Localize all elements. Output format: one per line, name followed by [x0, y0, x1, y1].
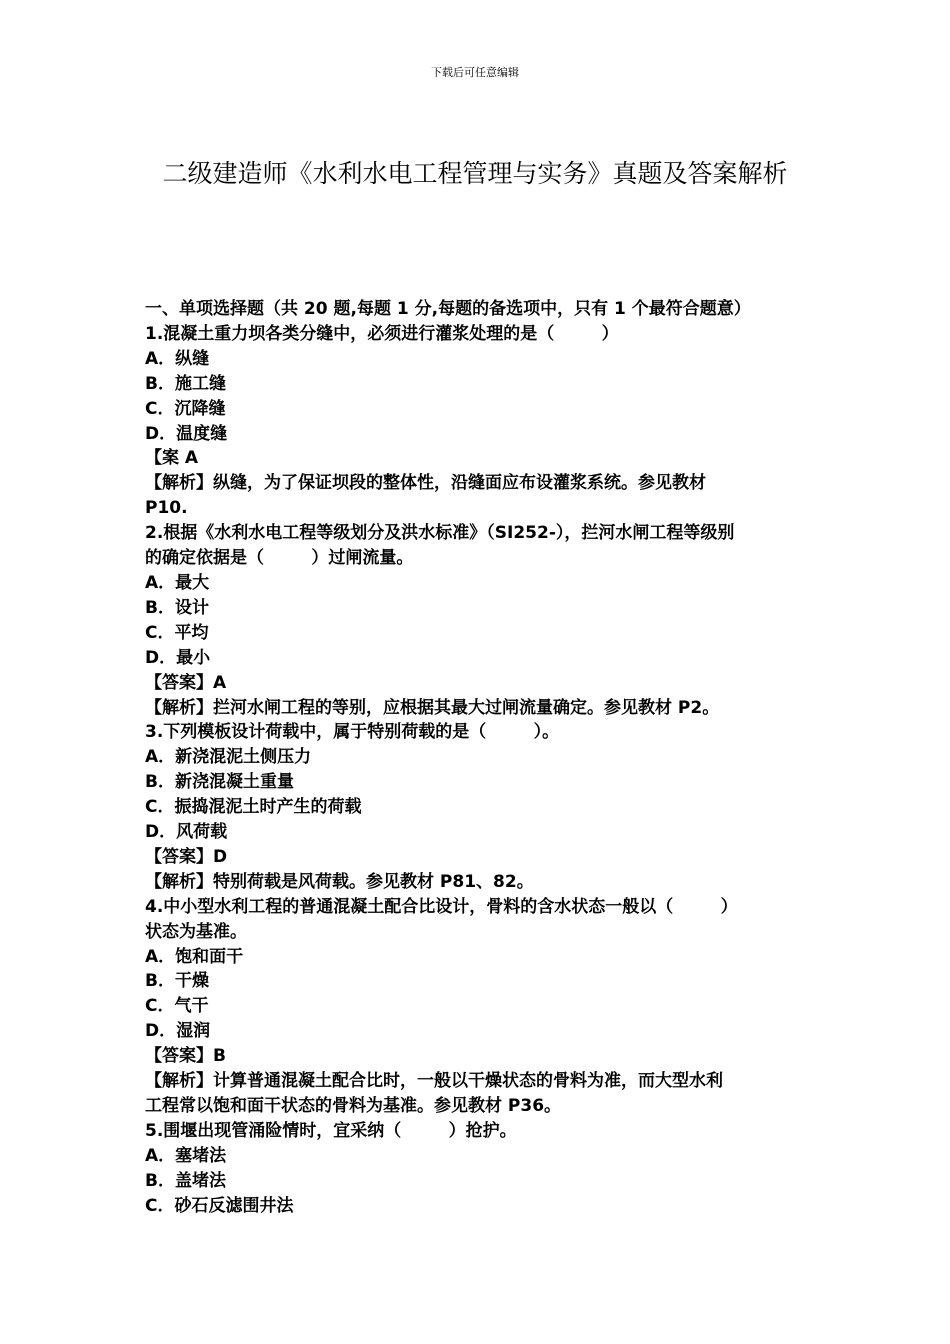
question-1 — [145, 322, 815, 521]
analysis: 【解析】纵缝，为了保证坝段的整体性，沿缝面应布设灌浆系统。参见教材 — [145, 473, 706, 494]
question-stem: 的确定依据是（ ）过闸流量。 — [145, 548, 414, 569]
option-d: D．温度缝 — [145, 423, 228, 444]
analysis: 【解析】拦河水闸工程的等别，应根据其最大过闸流量确定。参见教材 P2。 — [145, 697, 720, 718]
option-a: A．纵缝 — [145, 348, 210, 369]
section-heading: 一、单项选择题（共 20 题,每题 1 分,每题的备选项中，只有 1 个最符合题意） — [145, 299, 751, 319]
option-c: C．振捣混泥土时产生的荷载 — [145, 797, 362, 818]
option-a: A．最大 — [145, 572, 210, 593]
document-title: 二级建造师《水利水电工程管理与实务》真题及答案解析 — [162, 159, 788, 188]
answer: 【答案】B — [145, 1046, 226, 1067]
question-stem: 4.中小型水利工程的普通混凝土配合比设计，骨料的含水状态一般以（ ） — [145, 896, 738, 917]
answer: 【案 A — [145, 448, 199, 469]
question-2 — [145, 521, 815, 720]
analysis: 工程常以饱和面干状态的骨料为基准。参见教材 P36。 — [145, 1096, 562, 1116]
answer: 【答案】D — [145, 846, 228, 867]
option-c: C．气干 — [145, 996, 209, 1017]
answer: 【答案】A — [145, 672, 227, 693]
question-stem: 状态为基准。 — [145, 921, 247, 942]
question-5 — [145, 1119, 815, 1219]
option-b: B．设计 — [145, 597, 209, 618]
question-stem: 2.根据《水利水电工程等级划分及洪水标准》（SI252-），拦河水闸工程等级别 — [145, 523, 735, 544]
question-stem: 3.下列模板设计荷载中，属于特别荷载的是（ ）。 — [145, 722, 560, 743]
option-d: D．风荷载 — [145, 822, 228, 843]
option-b: B．施工缝 — [145, 373, 226, 394]
option-d: D．湿润 — [145, 1021, 211, 1042]
question-3 — [145, 720, 815, 894]
option-a: A．新浇混泥土侧压力 — [145, 747, 312, 768]
option-a: A．饱和面干 — [145, 946, 244, 967]
option-c: C．平均 — [145, 622, 209, 643]
question-stem: 5.围堰出现管涌险情时，宜采纳（ ）抢护。 — [145, 1120, 517, 1141]
analysis: P10. — [145, 498, 188, 519]
option-d: D．最小 — [145, 647, 211, 668]
page-header: 下载后可任意编辑 — [431, 66, 519, 79]
question-4 — [145, 895, 815, 1119]
option-b: B．干燥 — [145, 971, 209, 992]
option-c: C．沉降缝 — [145, 398, 226, 419]
option-c: C．砂石反滤围井法 — [145, 1195, 294, 1216]
question-content — [145, 297, 815, 1219]
option-b: B．新浇混凝土重量 — [145, 772, 294, 793]
analysis: 【解析】计算普通混凝土配合比时，一般以干燥状态的骨料为准，而大型水利 — [145, 1071, 723, 1092]
option-b: B．盖堵法 — [145, 1170, 226, 1191]
question-stem: 1.混凝土重力坝各类分缝中，必须进行灌浆处理的是（ ） — [145, 323, 619, 344]
option-a: A．塞堵法 — [145, 1145, 227, 1166]
analysis: 【解析】特别荷载是风荷载。参见教材 P81、82。 — [145, 871, 534, 892]
